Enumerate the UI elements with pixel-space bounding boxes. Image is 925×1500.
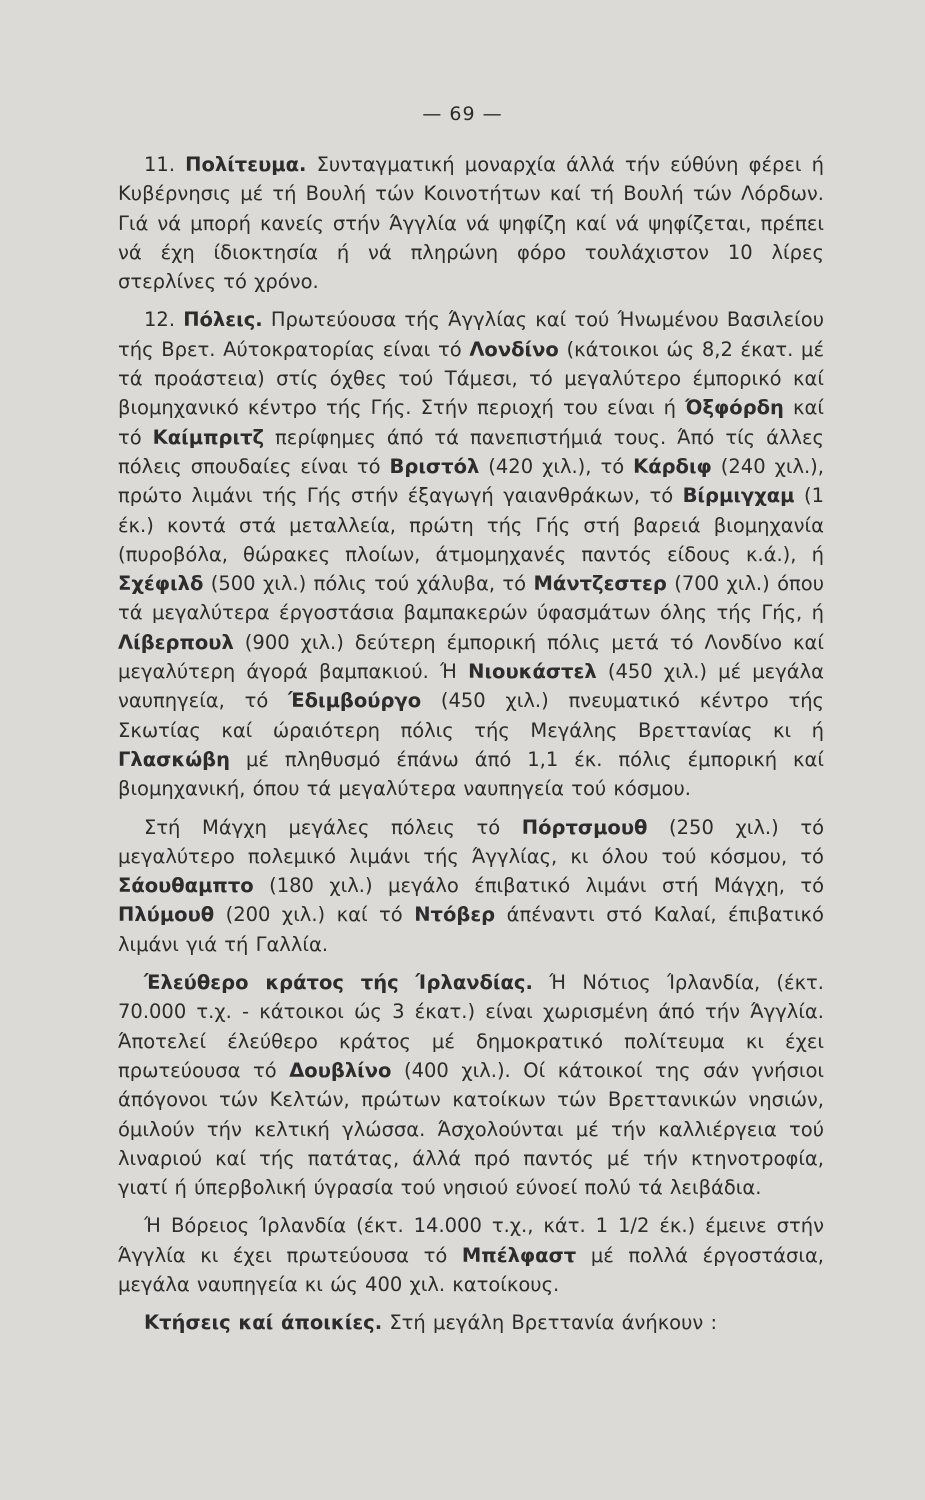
text-run: Ή Βόρειος Ίρλανδία (έκτ. 14.000 τ.χ., κάτ. 1 1/2 έκ.) έμεινε στήν Άγγλία κι έχει πρωτεύουσα τό [118, 1214, 824, 1267]
bold-term: Κτήσεις καί άποικίες. [144, 1311, 383, 1335]
text-run: (180 χιλ.) μεγάλο έπιβατικό λιμάνι στή Μάγχη, τό [253, 874, 824, 898]
bold-term: Λονδίνο [469, 337, 559, 361]
bold-term: Σάουθαμπτο [118, 874, 254, 898]
text-run: 11. [144, 153, 186, 176]
bold-term: Όξφόρδη [685, 396, 784, 420]
bold-term: Βριστόλ [389, 454, 480, 478]
text-run: Στή μεγάλη Βρεττανία άνήκουν : [382, 1311, 718, 1335]
text-run: (700 χιλ.) όπου τά μεγαλύτερα έργοστάσια βαμπακερών ύφασμάτων όλης τής Γής, ή [118, 572, 824, 625]
paragraph [118, 150, 824, 296]
bold-term: Σχέφιλδ [118, 572, 204, 596]
paragraph [118, 813, 824, 959]
bold-term: Μπέλφαστ [461, 1243, 577, 1267]
text-run: (200 χιλ.) καί τό [214, 903, 415, 927]
bold-term: Λίβερπουλ [118, 630, 234, 654]
body-text [118, 150, 824, 1338]
page-number: — 69 — [422, 103, 503, 125]
text-run: Συνταγματική μοναρχία άλλά τήν εύθύνη φέρει ή Κυβέρνησις μέ τή Βουλή τών Κοινοτήτων καί τή Βουλή τών Λόρδων. Γιά νά μπορή κανείς στήν Άγγλία νά ψηφίζη καί νά ψηφίζεται, πρέπει νά έχη ίδιοκτησία ή νά πληρώνη φόρο τουλάχιστον 10 λίρες στερλίνες τό χρόνο. [118, 153, 824, 294]
text-run: άπέναντι στό Καλαί, έπιβατικό λιμάνι γιά τή Γαλλία. [118, 903, 824, 956]
text-run: (1 έκ.) κοντά στά μεταλλεία, πρώτη τής Γής στή βαρειά βιομηχανία (πυροβόλα, θώρακες πλοίων, άτμομηχανές παντός είδους κ.ά.), ή [118, 484, 824, 566]
bold-term: Δουβλίνο [289, 1058, 392, 1082]
text-run: (250 χιλ.) τό μεγαλύτερο πολεμικό λιμάνι τής Άγγλίας, κι όλου τού κόσμου, τό [118, 815, 824, 868]
bold-term: Έλεύθερο κράτος τής Ίρλανδίας. [144, 971, 533, 995]
text-run: Στή Μάγχη μεγάλες πόλεις τό [144, 815, 522, 839]
bold-term: Πόρτσμουθ [521, 815, 648, 839]
bold-term: Βίρμιγχαμ [682, 484, 795, 508]
paragraph [118, 305, 824, 803]
text-run: (450 χιλ.) μέ μεγάλα ναυπηγεία, τό [118, 660, 824, 713]
bold-term: Νιουκάστελ [468, 660, 597, 684]
bold-term: Πολίτευμα. [185, 153, 307, 176]
text-run: καί τό [118, 396, 825, 449]
text-run: μέ πολλά έργοστάσια, μεγάλα ναυπηγεία κι ώς 400 χιλ. κατοίκους. [118, 1243, 825, 1296]
text-run: (450 χιλ.) πνευματικό κέντρο τής Σκωτίας καί ώραιότερη πόλις τής Μεγάλης Βρεττανίας κι ή [118, 689, 824, 742]
bold-term: Γλασκώβη [118, 747, 230, 771]
bold-term: Πόλεις. [183, 308, 263, 332]
text-run: Πρωτεύουσα τής Άγγλίας καί τού Ήνωμένου Βασιλείου τής Βρετ. Αύτοκρατορίας είναι τό [118, 308, 824, 361]
bold-term: Πλύμουθ [118, 903, 215, 927]
bold-term: Έδιμβούργο [288, 689, 422, 713]
text-run: Ή Νότιος Ίρλανδία, (έκτ. 70.000 τ.χ. - κάτοικοι ώς 3 έκατ.) είναι χωρισμένη άπό τήν Άγγλία. Άποτελεί έλεύθερο κράτος μέ δημοκρατικό πολίτευμα κι έχει πρωτεύουσα τό [118, 971, 824, 1082]
paragraph [118, 968, 824, 1202]
bold-term: Κάρδιφ [633, 454, 712, 478]
text-run: περίφημες άπό τά πανεπιστήμιά τους. Άπό τίς άλλες πόλεις σπουδαίες είναι τό [118, 425, 825, 478]
text-run: (420 χιλ.), τό [479, 454, 634, 478]
text-run: 12. [144, 308, 184, 332]
text-run: (400 χιλ.). Οί κάτοικοί της σάν γνήσιοι άπόγονοι τών Κελτών, πρώτων κατοίκων τών Βρεττανικών νησιών, όμιλούν τήν κελτική γλώσσα. Άσχολούνται μέ τήν καλλιέργεια τού λιναριού καί τής πατάτας, άλλά πρό παντός μέ τήν κτηνοτροφία, γιατί ή ύπερβολική ύγρασία τού νησιού εύνοεί πολύ τά λειβάδια. [118, 1058, 824, 1200]
text-run: (κάτοικοι ώς 8,2 έκατ. μέ τά προάστεια) στίς όχθες τού Τάμεσι, τό μεγαλύτερο έμπορικό καί βιομηχανικό κέντρο τής Γής. Στήν περιοχή του είναι ή [118, 337, 825, 420]
bold-term: Ντόβερ [414, 903, 496, 927]
text-run: (240 χιλ.), πρώτο λιμάνι τής Γής στήν έξαγωγή γαιανθράκων, τό [118, 454, 824, 508]
text-run: μέ πληθυσμό έπάνω άπό 1,1 έκ. πόλις έμπορική καί βιομηχανική, όπου τά μεγαλύτερα ναυπηγεία τού κόσμου. [118, 747, 824, 801]
bold-term: Μάντζεστερ [533, 572, 667, 596]
text-run: (900 χιλ.) δεύτερη έμπορική πόλις μετά τό Λονδίνο καί μεγαλύτερη άγορά βαμπακιού. Ή [118, 630, 824, 684]
bold-term: Καίμπριτζ [152, 425, 265, 449]
paragraph [118, 1211, 824, 1299]
paragraph [118, 1308, 824, 1337]
text-run: (500 χιλ.) πόλις τού χάλυβα, τό [203, 572, 534, 596]
